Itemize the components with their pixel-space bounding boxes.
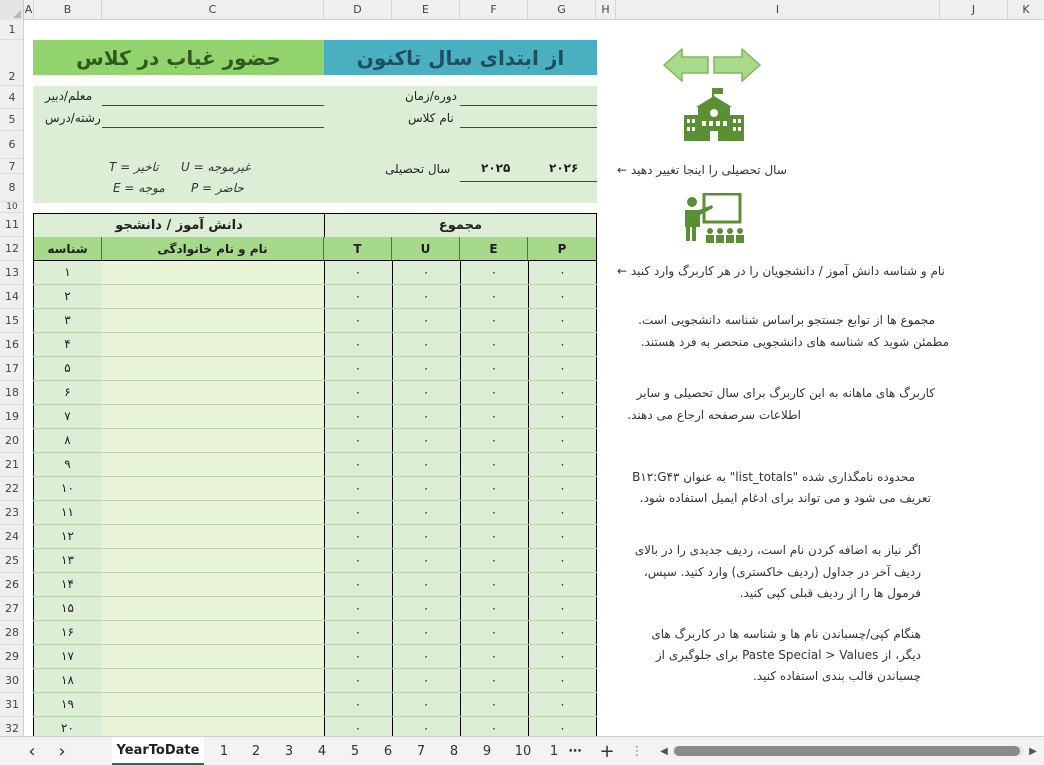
column-header-b[interactable]: B [34,0,102,20]
row-header[interactable]: 19 [0,405,24,429]
row-header[interactable]: 23 [0,501,24,525]
year-start[interactable]: ۲۰۲۵ [481,161,511,175]
total-u-cell[interactable]: ۰ [422,625,430,639]
student-name-cell[interactable] [102,693,324,716]
sheet-title: حضور غیاب در کلاس [33,40,324,75]
year-hint: سال تحصیلی را اینجا تغییر دهید ← [617,163,787,177]
note-paste-2: دیگر، از Paste Special > Values برای جلوگیری از [655,648,921,662]
sheet-tab[interactable]: 1 [549,744,559,759]
e-column-header[interactable]: E [460,237,528,261]
total-u-cell[interactable]: ۰ [422,601,430,615]
student-name-cell[interactable] [102,645,324,668]
total-t-cell[interactable]: ۰ [354,385,362,399]
total-u-cell[interactable]: ۰ [422,697,430,711]
total-e-cell[interactable]: ۰ [490,409,498,423]
select-all-corner[interactable] [0,0,24,20]
note-lookup-2: مطمئن شوید که شناسه های دانشجویی منحصر به فرد هستند. [640,335,949,349]
total-u-cell[interactable]: ۰ [422,673,430,687]
row-header[interactable]: 12 [0,237,24,261]
student-id-cell[interactable]: ۶ [64,385,71,399]
row-header[interactable]: 4 [0,86,24,109]
row-header[interactable]: 28 [0,621,24,645]
row-header[interactable]: 31 [0,693,24,717]
student-name-cell[interactable] [102,525,324,548]
student-name-cell[interactable] [102,597,324,620]
student-id-cell[interactable]: ۱۸ [61,673,74,687]
student-id-cell[interactable]: ۸ [64,433,71,447]
student-name-cell[interactable] [102,549,324,572]
total-p-cell[interactable]: ۰ [559,577,566,591]
school-icon [682,87,746,143]
year-underline [460,181,597,182]
sheet-tab-yeartodate[interactable]: YearToDate [112,737,204,765]
student-id-cell[interactable]: ۱۷ [61,649,74,663]
total-p-cell[interactable]: ۰ [559,337,566,351]
total-t-cell[interactable]: ۰ [354,433,362,447]
student-id-cell[interactable]: ۲۰ [61,721,74,735]
t-column-header[interactable]: T [324,237,392,261]
student-name-cell[interactable] [102,333,324,356]
total-e-cell[interactable]: ۰ [490,481,498,495]
row-header[interactable]: 15 [0,309,24,333]
total-t-cell[interactable]: ۰ [354,601,362,615]
student-id-cell[interactable]: ۷ [64,409,71,423]
total-u-cell[interactable]: ۰ [422,361,430,375]
arrow-icon-group [662,46,762,84]
total-u-cell[interactable]: ۰ [422,529,430,543]
subject-label: رشته/درس [45,111,101,125]
row-header[interactable]: 16 [0,333,24,357]
student-id-cell[interactable]: ۹ [64,457,71,471]
row-header-bar [0,20,24,736]
sheet-tab[interactable]: 9 [482,744,492,759]
class-field[interactable] [460,127,597,128]
add-sheet-button[interactable]: + [599,741,615,762]
sheet-tab[interactable]: 10 [514,744,532,759]
student-header: دانش آموز / دانشجو [33,213,325,238]
total-p-cell[interactable]: ۰ [559,529,566,543]
id-column-header[interactable]: شناسه [33,237,102,261]
student-id-cell[interactable]: ۱۶ [61,625,74,639]
column-header-k[interactable]: K [1022,3,1030,16]
arrow-left-icon[interactable] [664,49,708,81]
total-p-cell[interactable]: ۰ [559,673,566,687]
total-e-cell[interactable]: ۰ [490,457,498,471]
total-t-cell[interactable]: ۰ [354,625,362,639]
total-t-cell[interactable]: ۰ [354,481,362,495]
student-id-cell[interactable]: ۱۲ [61,529,74,543]
row-header[interactable]: 17 [0,357,24,381]
total-e-cell[interactable]: ۰ [490,313,498,327]
student-id-cell[interactable]: ۱ [64,265,71,279]
column-header-a[interactable]: A [24,0,34,20]
total-t-cell[interactable]: ۰ [354,361,362,375]
student-id-cell[interactable]: ۴ [64,337,71,351]
total-e-cell[interactable]: ۰ [490,553,498,567]
row-header[interactable]: 21 [0,453,24,477]
note-range-2: تعریف می شود و می تواند برای ادغام ایمیل استفاده شود. [639,491,931,505]
row-header[interactable]: 2 [0,40,24,86]
total-p-cell[interactable]: ۰ [559,313,566,327]
total-e-cell[interactable]: ۰ [490,505,498,519]
row-header[interactable]: 18 [0,381,24,405]
student-name-cell[interactable] [102,477,324,500]
total-t-cell[interactable]: ۰ [354,289,362,303]
total-e-cell[interactable]: ۰ [490,337,498,351]
total-u-cell[interactable]: ۰ [422,577,430,591]
u-column-header[interactable]: U [392,237,460,261]
total-u-cell[interactable]: ۰ [422,289,430,303]
total-t-cell[interactable]: ۰ [354,265,362,279]
total-p-cell[interactable]: ۰ [559,721,566,735]
total-u-cell[interactable]: ۰ [422,481,430,495]
total-p-cell[interactable]: ۰ [559,265,566,279]
total-p-cell[interactable]: ۰ [559,697,566,711]
legend-unexcused: U = غیرموجه [181,160,251,174]
column-header-i[interactable]: I [616,0,940,20]
note-paste-1: هنگام کپی/چسباندن نام ها و شناسه ها در کاربرگ های [651,627,921,641]
total-p-cell[interactable]: ۰ [559,505,566,519]
total-e-cell[interactable]: ۰ [490,577,498,591]
total-p-cell[interactable]: ۰ [559,601,566,615]
student-name-cell[interactable] [102,405,324,428]
note-add-2: ردیف آخر در جداول (ردیف خاکستری) وارد کنید. سپس، [643,565,921,579]
total-e-cell[interactable]: ۰ [490,529,498,543]
column-header-f[interactable]: F [460,0,528,20]
student-id-cell[interactable]: ۵ [64,361,71,375]
column-header-h[interactable]: H [596,0,616,20]
student-name-cell[interactable] [102,381,324,404]
legend-present: P = حاضر [191,181,244,195]
note-lookup-1: مجموع ها از توابع جستجو براساس شناسه دانشجویی است. [638,313,935,327]
student-id-cell[interactable]: ۱۳ [61,553,74,567]
total-u-cell[interactable]: ۰ [422,553,430,567]
legend-tardy: T = تاخیر [109,160,159,174]
column-header-g[interactable]: G [528,0,596,20]
arrow-right-icon[interactable] [714,49,760,81]
period-label: دوره/زمان [405,89,457,103]
student-name-cell[interactable] [102,261,324,284]
total-t-cell[interactable]: ۰ [354,337,362,351]
total-e-cell[interactable]: ۰ [490,649,498,663]
total-t-cell[interactable]: ۰ [354,649,362,663]
total-e-cell[interactable]: ۰ [490,721,498,735]
sheet-tab-bar [0,736,1044,765]
student-name-cell[interactable] [102,621,324,644]
total-p-cell[interactable]: ۰ [559,649,566,663]
row-header[interactable]: 24 [0,525,24,549]
student-id-cell[interactable]: ۱۹ [61,697,74,711]
student-name-cell[interactable] [102,573,324,596]
student-id-cell[interactable]: ۱۱ [61,505,74,519]
total-p-cell[interactable]: ۰ [559,409,566,423]
row-header[interactable]: 6 [0,131,24,159]
sheet-tab[interactable]: 6 [383,744,393,759]
note-monthly-2: اطلاعات سرصفحه ارجاع می دهند. [627,408,801,422]
row-header[interactable]: 25 [0,549,24,573]
hscroll-right-icon[interactable]: ▶ [1029,746,1037,757]
total-e-cell[interactable]: ۰ [490,265,498,279]
row-header[interactable]: 29 [0,645,24,669]
student-name-cell[interactable] [102,453,324,476]
student-id-cell[interactable]: ۱۴ [61,577,74,591]
total-t-cell[interactable]: ۰ [354,457,362,471]
sheet-tab[interactable]: 4 [317,744,327,759]
total-t-cell[interactable]: ۰ [354,553,362,567]
student-id-cell[interactable]: ۱۵ [61,601,74,615]
total-u-cell[interactable]: ۰ [422,721,430,735]
total-e-cell[interactable]: ۰ [490,673,498,687]
total-e-cell[interactable]: ۰ [490,385,498,399]
total-u-cell[interactable]: ۰ [422,313,430,327]
total-t-cell[interactable]: ۰ [354,673,362,687]
note-paste-3: چسباندن قالب بندی استفاده کنید. [752,669,921,683]
student-name-cell[interactable] [102,309,324,332]
total-u-cell[interactable]: ۰ [422,337,430,351]
note-monthly-1: کاربرگ های ماهانه به این کاربرگ برای سال تحصیلی و سایر [636,386,935,400]
row-header[interactable]: 30 [0,669,24,693]
row-header[interactable]: 14 [0,285,24,309]
note-add-3: فرمول ها را از ردیف قبلی کپی کنید. [739,586,921,600]
row-header[interactable]: 11 [0,213,24,237]
sheet-tab[interactable]: 3 [284,744,294,759]
name-column-header[interactable]: نام و نام خانوادگی [102,237,324,261]
row-header[interactable]: 1 [0,20,24,40]
total-p-cell[interactable]: ۰ [559,625,566,639]
total-p-cell[interactable]: ۰ [559,289,566,303]
total-u-cell[interactable]: ۰ [422,433,430,447]
note-add-1: اگر نیاز به اضافه کردن نام است، ردیف جدیدی را در بالای [634,543,921,557]
total-p-cell[interactable]: ۰ [559,481,566,495]
horizontal-scrollbar-thumb[interactable] [674,746,1020,756]
teacher-label: معلم/دبیر [45,89,93,103]
student-name-cell[interactable] [102,717,324,736]
sheet-tab[interactable]: 7 [416,744,426,759]
sheet-tab[interactable]: 1 [219,744,229,759]
row-header[interactable]: 8 [0,174,24,202]
total-t-cell[interactable]: ۰ [354,529,362,543]
row-header[interactable]: 26 [0,573,24,597]
subject-field[interactable] [102,127,324,128]
student-id-cell[interactable]: ۱۰ [61,481,74,495]
student-name-cell[interactable] [102,285,324,308]
year-end[interactable]: ۲۰۲۶ [549,161,579,175]
total-u-cell[interactable]: ۰ [422,265,430,279]
total-header: مجموع [324,213,597,238]
total-u-cell[interactable]: ۰ [422,457,430,471]
student-name-cell[interactable] [102,669,324,692]
column-header-c[interactable]: C [102,0,324,20]
total-t-cell[interactable]: ۰ [354,577,362,591]
column-header-bar [0,0,1044,20]
tab-scroll-next-button[interactable]: › [58,741,66,762]
row-header[interactable]: 27 [0,597,24,621]
student-name-cell[interactable] [102,501,324,524]
year-label: سال تحصیلی [385,162,451,176]
row-header[interactable]: 20 [0,429,24,453]
note-range-1: محدوده نامگذاری شده "list_totals" به عنوان B۱۲:G۴۳ [632,470,915,484]
total-p-cell[interactable]: ۰ [559,361,566,375]
total-e-cell[interactable]: ۰ [490,625,498,639]
period-field[interactable] [460,105,597,106]
total-e-cell[interactable]: ۰ [490,697,498,711]
column-header-e[interactable]: E [392,0,460,20]
row-header[interactable]: 7 [0,159,24,174]
sheet-tab[interactable]: 2 [251,744,261,759]
total-p-cell[interactable]: ۰ [559,433,566,447]
student-name-cell[interactable] [102,357,324,380]
total-u-cell[interactable]: ۰ [422,649,430,663]
class-label: نام کلاس [408,111,454,125]
total-u-cell[interactable]: ۰ [422,409,430,423]
teacher-icon [682,193,744,245]
total-e-cell[interactable]: ۰ [490,361,498,375]
worksheet-grid[interactable] [25,21,1044,736]
row-header[interactable]: 13 [0,261,24,285]
hscroll-left-icon[interactable]: ◀ [660,746,668,757]
student-id-cell[interactable]: ۳ [64,313,71,327]
tab-split-handle[interactable]: ⋮ [630,744,644,759]
student-id-cell[interactable]: ۲ [64,289,71,303]
total-t-cell[interactable]: ۰ [354,505,362,519]
sheet-tab[interactable]: 5 [350,744,360,759]
total-p-cell[interactable]: ۰ [559,385,566,399]
total-e-cell[interactable]: ۰ [490,433,498,447]
row-header[interactable]: 32 [0,717,24,736]
column-header-d[interactable]: D [324,0,392,20]
column-header-j[interactable]: J [940,0,1008,20]
total-t-cell[interactable]: ۰ [354,409,362,423]
total-p-cell[interactable]: ۰ [559,457,566,471]
sheet-subtitle: از ابتدای سال تاکنون [324,40,597,75]
total-u-cell[interactable]: ۰ [422,385,430,399]
more-sheets-button[interactable]: ⋯ [568,744,582,759]
row-header[interactable]: 10 [0,202,24,213]
p-column-header[interactable]: P [528,237,597,261]
total-e-cell[interactable]: ۰ [490,289,498,303]
tab-scroll-prev-button[interactable]: ‹ [28,741,36,762]
total-p-cell[interactable]: ۰ [559,553,566,567]
row-header[interactable]: 22 [0,477,24,501]
total-e-cell[interactable]: ۰ [490,601,498,615]
names-hint: نام و شناسه دانش آموز / دانشجویان را در هر کاربرگ وارد کنید ← [617,264,945,278]
teacher-field[interactable] [102,105,324,106]
total-t-cell[interactable]: ۰ [354,721,362,735]
student-name-cell[interactable] [102,429,324,452]
total-t-cell[interactable]: ۰ [354,313,362,327]
sheet-tab[interactable]: 8 [449,744,459,759]
row-header[interactable]: 5 [0,109,24,131]
total-u-cell[interactable]: ۰ [422,505,430,519]
legend-excused: E = موجه [113,181,165,195]
total-t-cell[interactable]: ۰ [354,697,362,711]
